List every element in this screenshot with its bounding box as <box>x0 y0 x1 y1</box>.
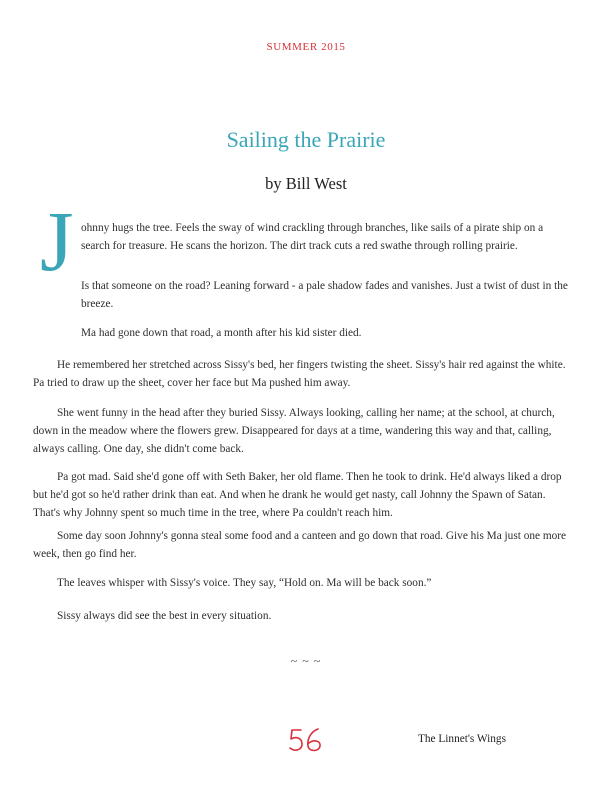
first-paragraph: ohnny hugs the tree. Feels the sway of wind crackling through branches, like sails of a pirate ship on a search for treasure. He scans the horizon. The dirt track cuts a red swathe through rolling prairie. <box>81 222 544 252</box>
paragraph-7: The leaves whisper with Sissy's voice. They say, “Hold on. Ma will be back soon.” <box>57 577 432 589</box>
paragraph-6: Some day soon Johnny's gonna steal some food and a canteen and go down that road. Give his Ma just one more week, then go find her. <box>33 530 567 560</box>
paragraph-1: Is that someone on the road? Leaning forward - a pale shadow fades and vanishes. Just a twist of dust in the breeze. <box>81 280 568 310</box>
paragraph-4: She went funny in the head after they buried Sissy. Always looking, calling her name; at the school, at church, down in the meadow where the flowers grew. Disappeared for days at a time, wandering this way and that, calling, always calling. One day, she didn't come back. <box>33 407 555 455</box>
publication-name: The Linnet's Wings <box>418 733 506 745</box>
drop-cap: J <box>40 193 74 289</box>
section-separator: ~ ~ ~ <box>290 654 322 668</box>
article-title: Sailing the Prairie <box>226 127 386 152</box>
paragraph-2: Ma had gone down that road, a month after his kid sister died. <box>81 327 362 339</box>
paragraph-5: Pa got mad. Said she'd gone off with Seth Baker, her old flame. Then he took to drink. He'd always liked a drop but he'd got so he'd rather drink than eat. And when he drank he would get nasty, call Johnny the Spawn of Satan. That's why Johnny spent so much time in the tree, where Pa couldn't reach him. <box>33 471 562 519</box>
page-number-glyph <box>288 726 328 754</box>
page-number <box>288 726 328 754</box>
issue-season-header: SUMMER 2015 <box>266 41 346 53</box>
article-byline: by Bill West <box>265 174 347 193</box>
paragraph-3: He remembered her stretched across Sissy's bed, her fingers twisting the sheet. Sissy's hair red against the white. Pa tried to draw up the sheet, cover her face but Ma pushed him away. <box>33 359 566 389</box>
paragraph-8: Sissy always did see the best in every situation. <box>57 610 272 622</box>
